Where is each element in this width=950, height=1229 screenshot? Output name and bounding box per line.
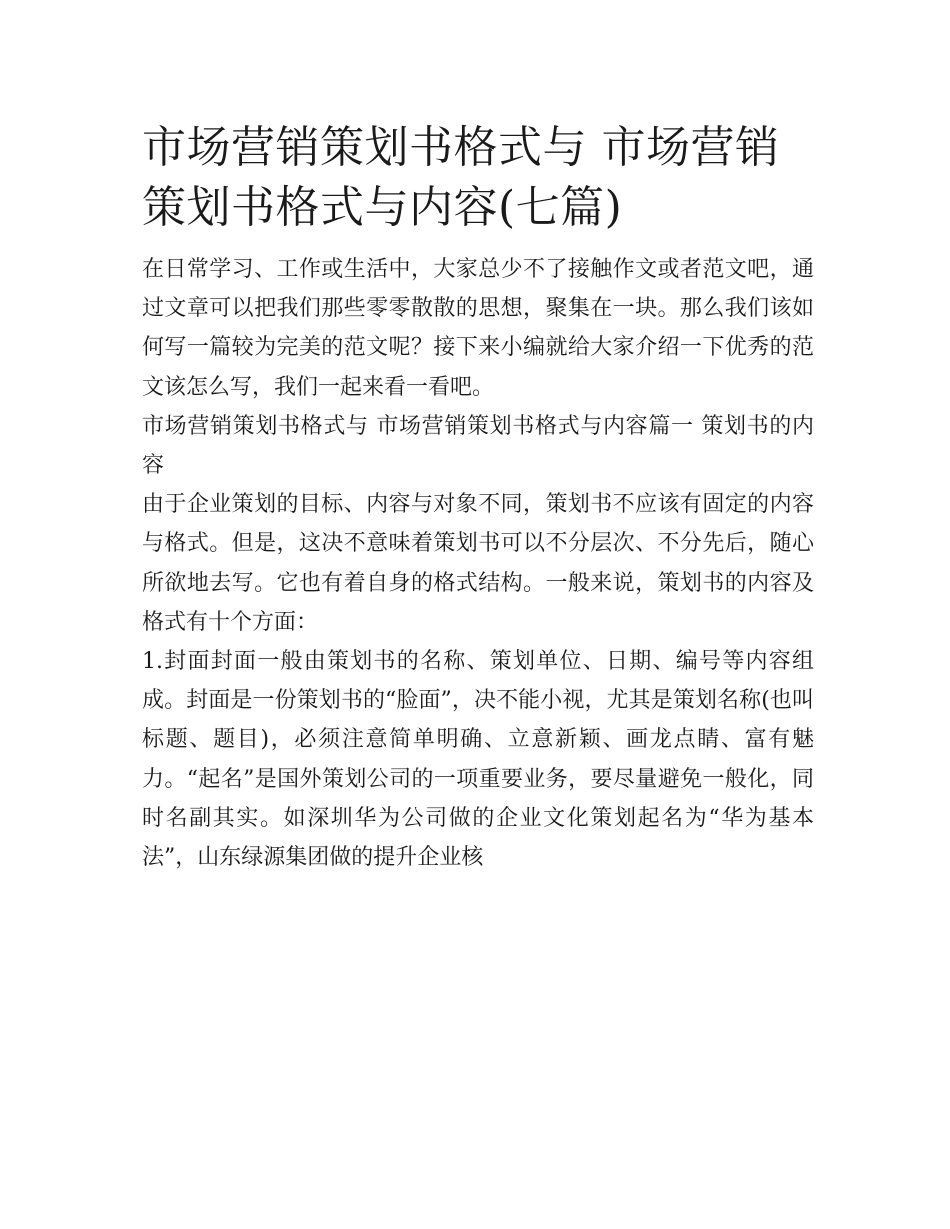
document-title: 市场营销策划书格式与 市场营销策划书格式与内容(七篇) [142,122,780,233]
document-body [142,118,814,877]
intro-paragraph: 在日常学习、工作或生活中，大家总少不了接触作文或者范文吧，通过文章可以把我们那些零零散散的思想，聚集在一块。那么我们该如何写一篇较为完美的范文呢？接下来小编就给大家介绍一下优秀的范文该怎么写，我们一起来看一看吧。 [142,257,814,400]
body-paragraph: 由于企业策划的目标、内容与对象不同，策划书不应该有固定的内容与格式。但是，这决不意味着策划书可以不分层次、不分先后，随心所欲地去写。它也有着自身的格式结构。一般来说，策划书的内容及格式有十个方面： [142,492,814,635]
section-heading: 市场营销策划书格式与 市场营销策划书格式与内容篇一 策划书的内容 [142,413,814,479]
list-item-cover: 1.封面封面一般由策划书的名称、策划单位、日期、编号等内容组成。封面是一份策划书的“脸面”，决不能小视，尤其是策划名称(也叫标题、题目)，必须注意简单明确、立意新颖、画龙点睛、富有魅力。“起名”是国外策划公司的一项重要业务，要尽量避免一般化，同时名副其实。如深圳华为公司做的企业文化策划起名为“华为基本法”，山东绿源集团做的提升企业核 [142,649,814,871]
